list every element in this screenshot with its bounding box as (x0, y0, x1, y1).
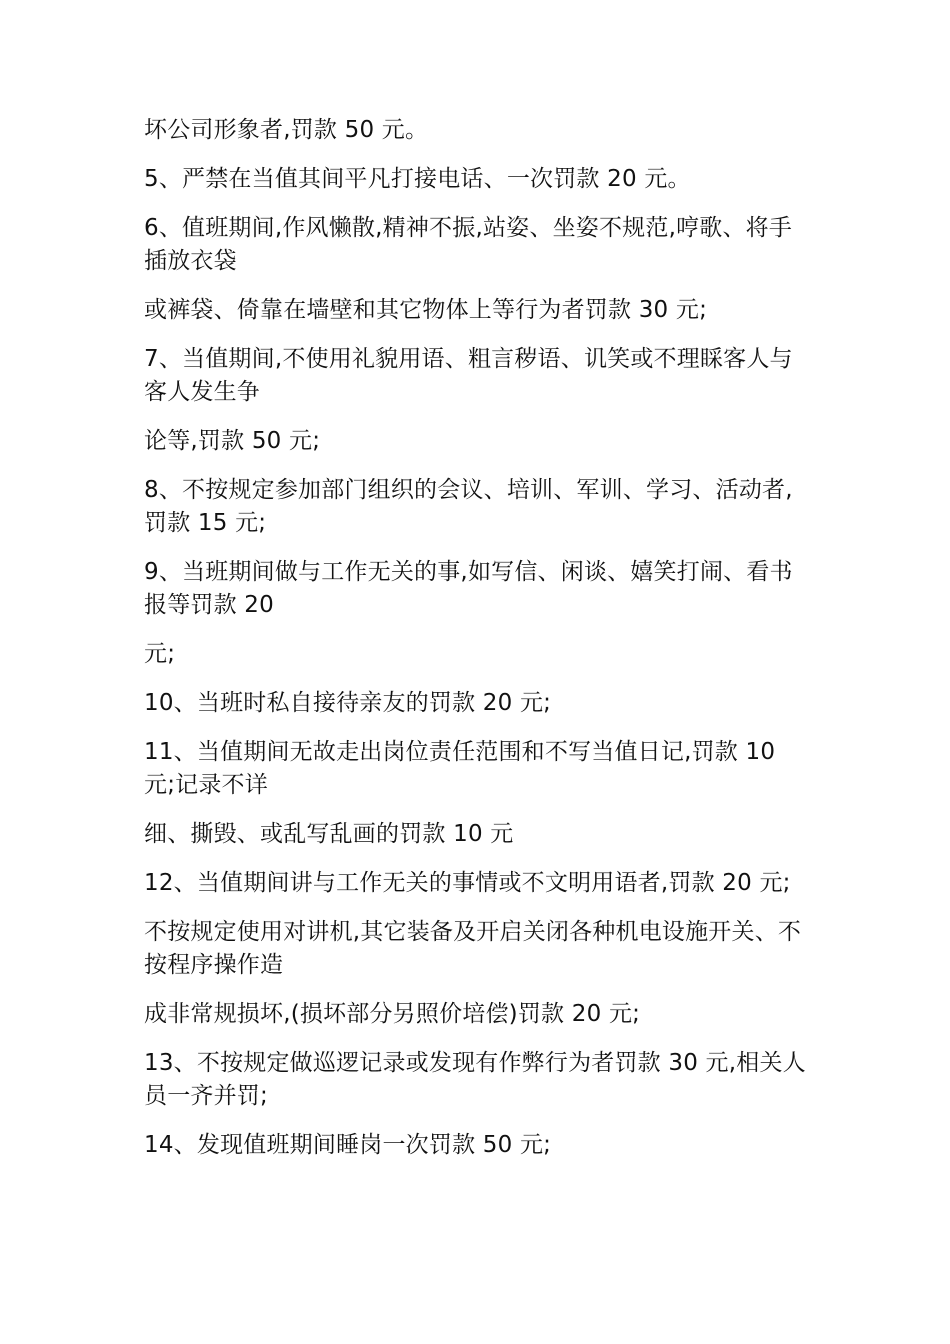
paragraph-rule-14: 14、发现值班期间睡岗一次罚款 50 元; (144, 1132, 552, 1158)
paragraph-rule-8: 8、不按规定参加部门组织的会议、培训、军训、学习、活动者,罚款 15 元; (144, 477, 793, 536)
paragraph-rule-6: 6、值班期间,作风懒散,精神不振,站姿、坐姿不规范,哼歌、将手插放衣袋 (144, 215, 793, 274)
paragraph-rule-12: 12、当值期间讲与工作无关的事情或不文明用语者,罚款 20 元; (144, 870, 791, 896)
paragraph-continuation-image: 坏公司形象者,罚款 50 元。 (144, 117, 429, 143)
paragraph-rule-10: 10、当班时私自接待亲友的罚款 20 元; (144, 690, 552, 716)
paragraph-rule-12-equipment: 不按规定使用对讲机,其它装备及开启关闭各种机电设施开关、不按程序操作造 (144, 919, 802, 978)
document-body (144, 114, 810, 1178)
paragraph-rule-6-continued: 或裤袋、倚靠在墙壁和其它物体上等行为者罚款 30 元; (144, 297, 708, 323)
paragraph-rule-13: 13、不按规定做巡逻记录或发现有作弊行为者罚款 30 元,相关人员一齐并罚; (144, 1050, 806, 1109)
paragraph-rule-11: 11、当值期间无故走出岗位责任范围和不写当值日记,罚款 10 元;记录不详 (144, 739, 783, 798)
paragraph-rule-11-continued: 细、撕毁、或乱写乱画的罚款 10 元 (144, 821, 514, 847)
paragraph-rule-12-continued: 成非常规损坏,(损坏部分另照价培偿)罚款 20 元; (144, 1001, 641, 1027)
paragraph-rule-9: 9、当班期间做与工作无关的事,如写信、闲谈、嬉笑打闹、看书报等罚款 20 (144, 559, 793, 618)
paragraph-rule-7: 7、当值期间,不使用礼貌用语、粗言秽语、讥笑或不理睬客人与客人发生争 (144, 346, 793, 405)
paragraph-rule-5: 5、严禁在当值其间平凡打接电话、一次罚款 20 元。 (144, 166, 691, 192)
paragraph-rule-9-continued: 元; (144, 641, 176, 667)
paragraph-rule-7-continued: 论等,罚款 50 元; (144, 428, 321, 454)
